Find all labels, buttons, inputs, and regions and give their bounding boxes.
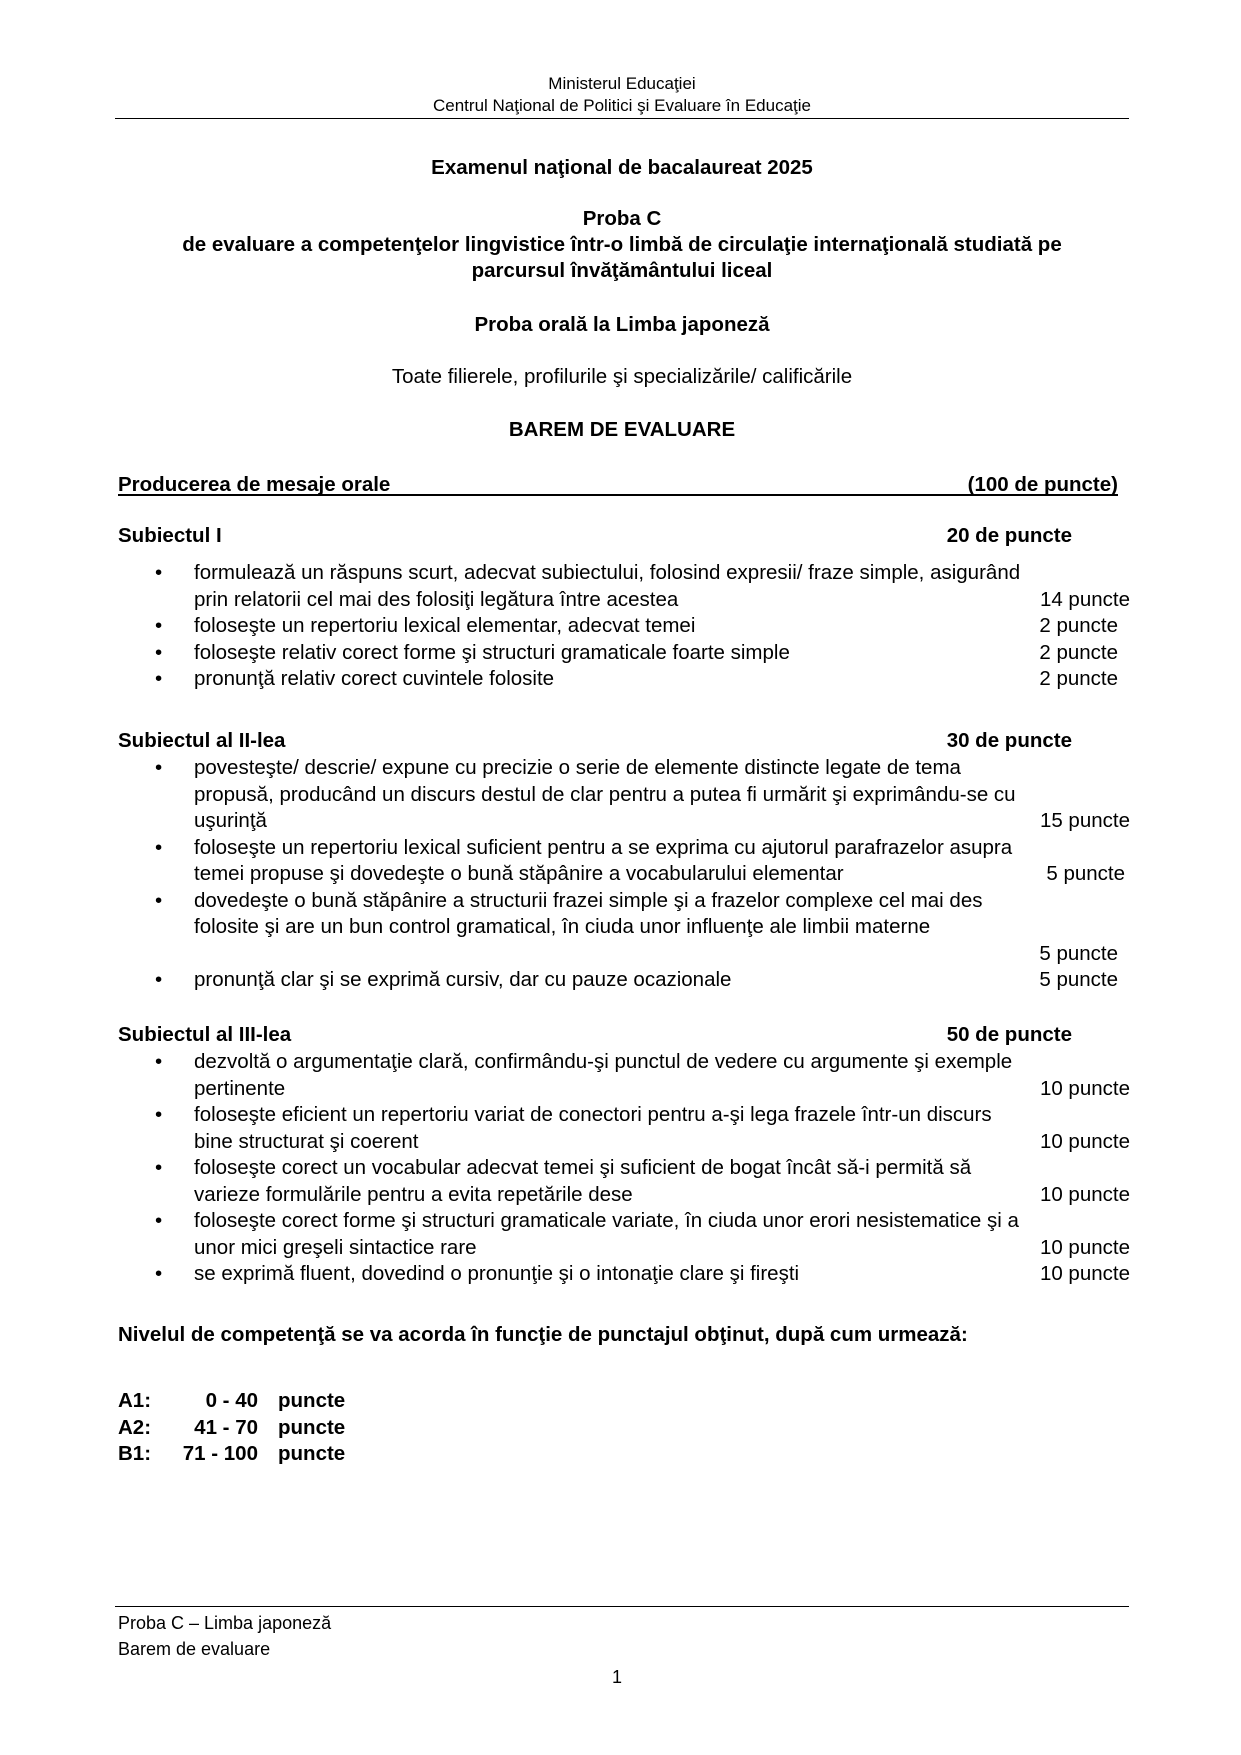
- criterion-text: [194, 967, 1130, 994]
- bullet-icon: •: [155, 1156, 163, 1179]
- criterion-line: dezvoltă o argumentaţie clară, confirmându-şi punctul de vedere cu argumente şi exemple: [194, 1050, 1013, 1073]
- level-unit: puncte: [278, 1415, 346, 1439]
- footer-line-2: Barem de evaluare: [118, 1639, 271, 1659]
- bullet-icon: •: [155, 968, 163, 991]
- subject-points: 50 de puncte: [946, 1023, 1072, 1046]
- criterion-line: pronunţă relativ corect cuvintele folosite: [194, 667, 555, 690]
- bullet-icon: •: [155, 835, 163, 859]
- criterion-text: [194, 755, 1130, 835]
- header-ministry: Ministerul Educaţiei: [548, 74, 696, 93]
- subject-title: Subiectul al III-lea: [118, 1023, 292, 1046]
- page-number: 1: [612, 1667, 623, 1687]
- criterion-line: foloseşte un repertoriu lexical elementar, adecvat temei: [194, 614, 696, 637]
- subtitle-line-2: parcursul învăţământului liceal: [471, 259, 773, 282]
- barem-heading: BAREM DE EVALUARE: [508, 418, 736, 441]
- criterion-text: [194, 666, 1130, 693]
- criterion-line: povesteşte/ descrie/ expune cu precizie o serie de elemente distincte legate de tema: [194, 756, 961, 779]
- criterion-item: [155, 613, 1130, 640]
- level-label: A2:: [118, 1415, 152, 1439]
- level-label: A1:: [118, 1389, 152, 1412]
- bullet-icon: •: [155, 640, 163, 664]
- criterion-points: 2 puncte: [1039, 614, 1118, 637]
- criterion-line: foloseşte un repertoriu lexical suficient pentru a se exprima cu ajutorul parafrazelor asupra: [194, 835, 1013, 859]
- criterion-points: 2 puncte: [1039, 667, 1118, 690]
- criterion-points: 5 puncte: [1046, 862, 1125, 885]
- criterion-line: varieze formulările pentru a evita repetările dese: [194, 1182, 633, 1206]
- criterion-item: [155, 1261, 1130, 1288]
- footer-divider: [115, 1606, 1129, 1607]
- footer-line-1: Proba C – Limba japoneză: [118, 1613, 332, 1633]
- criterion-points: 5 puncte: [1039, 941, 1118, 965]
- criterion-line: se exprimă fluent, dovedind o pronunţie şi o intonaţie clare şi fireşti: [194, 1262, 800, 1285]
- level-range: 41 - 70: [194, 1415, 258, 1439]
- criterion-item: [155, 560, 1130, 613]
- criterion-line: temei propuse şi dovedeşte o bună stăpânire a vocabularului elementar: [194, 862, 844, 885]
- criterion-text: [194, 1102, 1130, 1155]
- bullet-icon: •: [155, 756, 163, 779]
- criterion-text: [194, 1261, 1130, 1288]
- criterion-line: foloseşte corect forme şi structuri gramaticale variate, în ciuda unor erori nesistematice şi a: [194, 1209, 1019, 1232]
- criterion-item: [155, 666, 1130, 693]
- criterion-text: [194, 640, 1130, 667]
- section-heading: [118, 472, 1118, 496]
- level-label: B1:: [118, 1442, 152, 1465]
- criterion-item: [155, 1102, 1130, 1155]
- criterion-item: [155, 755, 1130, 835]
- criterion-points: 5 puncte: [1039, 968, 1118, 991]
- criterion-line: dovedeşte o bună stăpânire a structurii frazei simple şi a frazelor complexe cel mai des: [194, 888, 983, 912]
- bullet-icon: •: [155, 1050, 163, 1073]
- criterion-text: [194, 1208, 1130, 1261]
- criterion-line: foloseşte eficient un repertoriu variat de conectori pentru a-şi lega frazele într-un discurs: [194, 1103, 992, 1126]
- bullet-icon: •: [155, 667, 163, 690]
- criterion-line: pronunţă clar şi se exprimă cursiv, dar cu pauze ocazionale: [194, 968, 732, 991]
- criterion-points: 10 puncte: [1039, 1235, 1130, 1259]
- criterion-text: [194, 1155, 1130, 1208]
- criterion-item: [155, 640, 1130, 667]
- criterion-text: [194, 1049, 1130, 1102]
- criterion-line: folosite şi are un bun control gramatical, în ciuda unor influenţe ale limbii materne: [194, 915, 931, 938]
- criterion-item: [155, 967, 1130, 994]
- criterion-line: [194, 941, 1130, 968]
- subtitle-line-1: de evaluare a competenţelor lingvistice într-o limbă de circulaţie internaţională studiată pe: [182, 233, 1062, 256]
- criterion-text: [194, 613, 1130, 640]
- criterion-points: 10 puncte: [1039, 1262, 1130, 1285]
- criterion-line: pertinente: [194, 1076, 286, 1100]
- level-range: 71 - 100: [182, 1442, 258, 1465]
- criterion-line: unor mici greşeli sintactice rare: [194, 1235, 477, 1259]
- criterion-text: [194, 560, 1130, 613]
- criterion-points: 10 puncte: [1039, 1182, 1130, 1206]
- section-label: Producerea de mesaje orale: [118, 473, 391, 496]
- criterion-points: 2 puncte: [1039, 640, 1118, 664]
- subject-points: 30 de puncte: [946, 729, 1072, 752]
- subject-points: 20 de puncte: [946, 524, 1072, 547]
- level-range: 0 - 40: [205, 1389, 258, 1412]
- bullet-icon: •: [155, 1209, 163, 1232]
- bullet-icon: •: [155, 1262, 163, 1285]
- criterion-line: bine structurat şi coerent: [194, 1129, 419, 1153]
- criterion-text: [194, 888, 1130, 968]
- criterion-line: prin relatorii cel mai des folosiţi legătura între acestea: [194, 587, 679, 611]
- criterion-line: uşurinţă: [194, 809, 267, 832]
- bullet-icon: •: [155, 614, 163, 637]
- criterion-line: propusă, producând un discurs destul de clar pentru a putea fi urmărit şi exprimându-se cu: [194, 782, 1016, 806]
- criterion-item: [155, 1049, 1130, 1102]
- proba-title: Proba C: [582, 207, 662, 230]
- criterion-points: 10 puncte: [1039, 1129, 1130, 1153]
- bullet-icon: •: [155, 1103, 163, 1126]
- header-divider: [115, 118, 1129, 119]
- criterion-line: foloseşte relativ corect forme şi structuri gramaticale foarte simple: [194, 640, 790, 664]
- section-points: (100 de puncte): [967, 473, 1118, 496]
- criterion-line: foloseşte corect un vocabular adecvat temei şi suficient de bogat încât să-i permită să: [194, 1156, 972, 1179]
- bullet-icon: •: [155, 561, 163, 584]
- subject-title: Subiectul I: [118, 524, 222, 547]
- criterion-item: [155, 1208, 1130, 1261]
- criterion-text: [194, 835, 1130, 888]
- criterion-points: 14 puncte: [1039, 587, 1130, 611]
- criterion-item: [155, 888, 1130, 968]
- oral-exam-title: Proba orală la Limba japoneză: [474, 313, 770, 336]
- subject-title: Subiectul al II-lea: [118, 729, 286, 752]
- competence-intro: Nivelul de competenţă se va acorda în funcţie de punctajul obţinut, după cum urmează:: [118, 1323, 968, 1346]
- bullet-icon: •: [155, 888, 163, 912]
- exam-title: Examenul naţional de bacalaureat 2025: [431, 156, 813, 179]
- filiere-text: Toate filierele, profilurile şi specializările/ calificările: [391, 365, 853, 388]
- header-center: Centrul Naţional de Politici şi Evaluare în Educaţie: [433, 96, 811, 115]
- criterion-points: 15 puncte: [1039, 809, 1130, 832]
- level-unit: puncte: [278, 1442, 346, 1465]
- criterion-item: [155, 835, 1130, 888]
- level-unit: puncte: [278, 1389, 346, 1412]
- criterion-item: [155, 1155, 1130, 1208]
- criterion-points: 10 puncte: [1039, 1076, 1130, 1100]
- criterion-line: formulează un răspuns scurt, adecvat subiectului, folosind expresii/ fraze simple, asigurând: [194, 561, 1021, 584]
